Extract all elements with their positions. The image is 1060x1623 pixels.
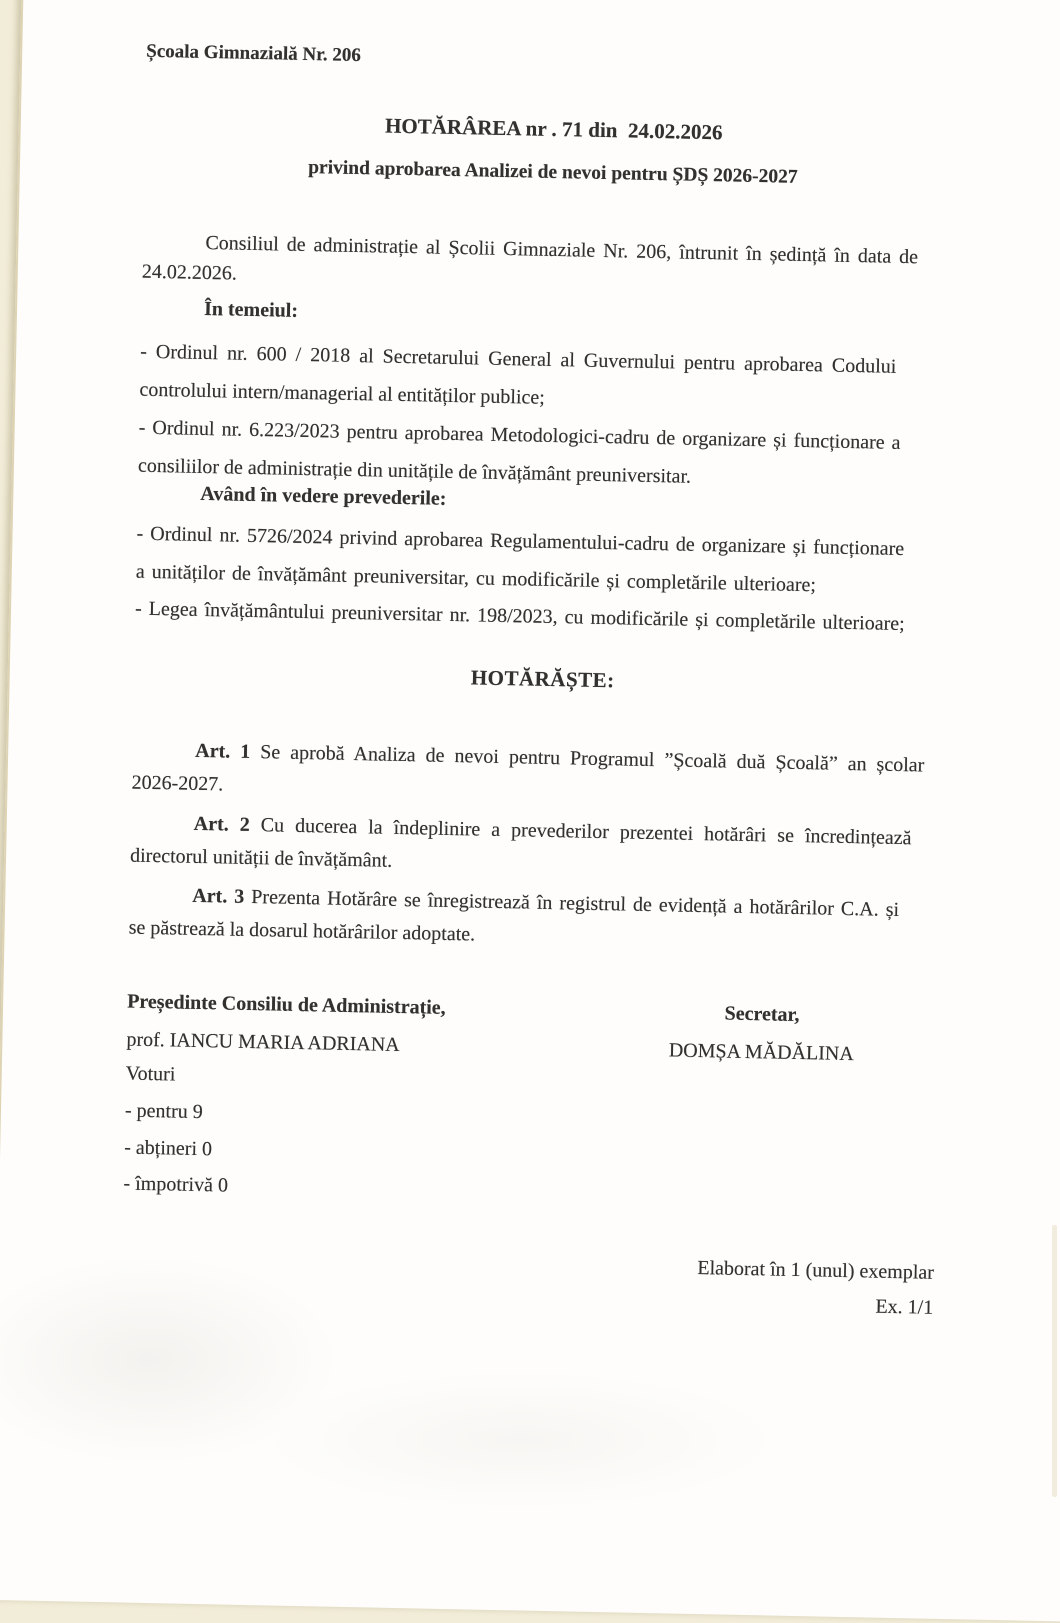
legal-basis-item-line: - Ordinul nr. 6.223/2023 pentru aprobarea Metodologici-cadru de organizare și funcționare a (138, 416, 901, 454)
article-2-line-2: directorul unității de învățământ. (129, 844, 393, 872)
legal-basis-item-line: - Ordinul nr. 600 / 2018 al Secretarului General al Guvernului pentru aprobarea Codului (140, 340, 897, 378)
article-2-text: Cu ducerea la îndeplinire a prevederilor prezentei hotărâri se încredințează (260, 814, 912, 850)
votes-list (123, 1093, 943, 1219)
secretary-signature (596, 992, 927, 1075)
legal-basis-item-line: consiliilor de administrație din unitățile de învățământ preuniversitar. (137, 454, 692, 488)
article-1-label: Art. 1 (195, 739, 251, 763)
decision-heading: HOTĂRĂȘTE: (470, 665, 615, 693)
scan-edge-streak (1052, 1225, 1057, 1497)
president-signature (126, 983, 597, 1068)
school-name: Școala Gimnazială Nr. 206 (146, 40, 362, 67)
provisions-heading: Având în vedere prevederile: (200, 482, 447, 510)
decision-title: HOTĂRÂREA nr . 71 din 24.02.2026 (384, 113, 723, 145)
vote-item-for: - pentru 9 (124, 1099, 203, 1124)
legal-basis-item-line: controlului intern/managerial al entităților publice; (139, 378, 546, 409)
scan-blotch (260, 1370, 780, 1510)
article-3-line-2: se păstrează la dosarul hotărârilor adoptate. (128, 916, 476, 946)
article-2 (130, 807, 949, 889)
provision-item-line: a unităților de învățământ preuniversitar, cu modificările și completările ulterioare; (135, 560, 817, 597)
president-title: Președinte Consiliu de Administrație, (126, 990, 446, 1019)
article-2-label: Art. 2 (193, 812, 250, 836)
intro-line-2: 24.02.2026. (141, 260, 238, 285)
article-3 (128, 879, 947, 961)
vote-item-against: - împotrivă 0 (123, 1172, 229, 1197)
intro-line-1: Consiliul de administrație al Școlii Gimnaziale Nr. 206, întrunit în ședință în data de (205, 231, 919, 269)
article-1-text: Se aprobă Analiza de nevoi pentru Programul ”Școală duă Școală” an școlar (259, 741, 925, 777)
decision-subtitle: privind aprobarea Analizei de nevoi pentru ȘDȘ 2026-2027 (307, 157, 798, 188)
intro-paragraph (142, 227, 961, 303)
article-3-label: Art. 3 (192, 884, 245, 908)
article-1-line-2: 2026-2027. (131, 771, 224, 796)
article-1 (131, 734, 950, 816)
secretary-name: DOMȘA MĂDĂLINA (668, 1039, 855, 1066)
president-name: prof. IANCU MARIA ADRIANA (126, 1028, 400, 1057)
signature-block (126, 983, 945, 1075)
votes-heading: Voturi (125, 1062, 176, 1086)
secretary-title: Secretar, (724, 1002, 800, 1027)
provision-item-line: - Legea învățământului preuniversitar nr. 198/2023, cu modificările și completările ulterioare; (134, 597, 905, 636)
vote-item-abstain: - abțineri 0 (124, 1136, 213, 1160)
copy-number: Ex. 1/1 (875, 1295, 934, 1319)
legal-basis-heading: În temeiul: (203, 297, 299, 322)
article-3-text: Prezenta Hotărâre se înregistrează în registrul de evidență a hotărârilor C.A. și (251, 886, 900, 922)
elaborated-note: Elaborat în 1 (unul) exemplar (697, 1257, 935, 1284)
provision-item-line: - Ordinul nr. 5726/2024 privind aprobarea Regulamentului-cadru de organizare și funcționare (136, 522, 905, 561)
